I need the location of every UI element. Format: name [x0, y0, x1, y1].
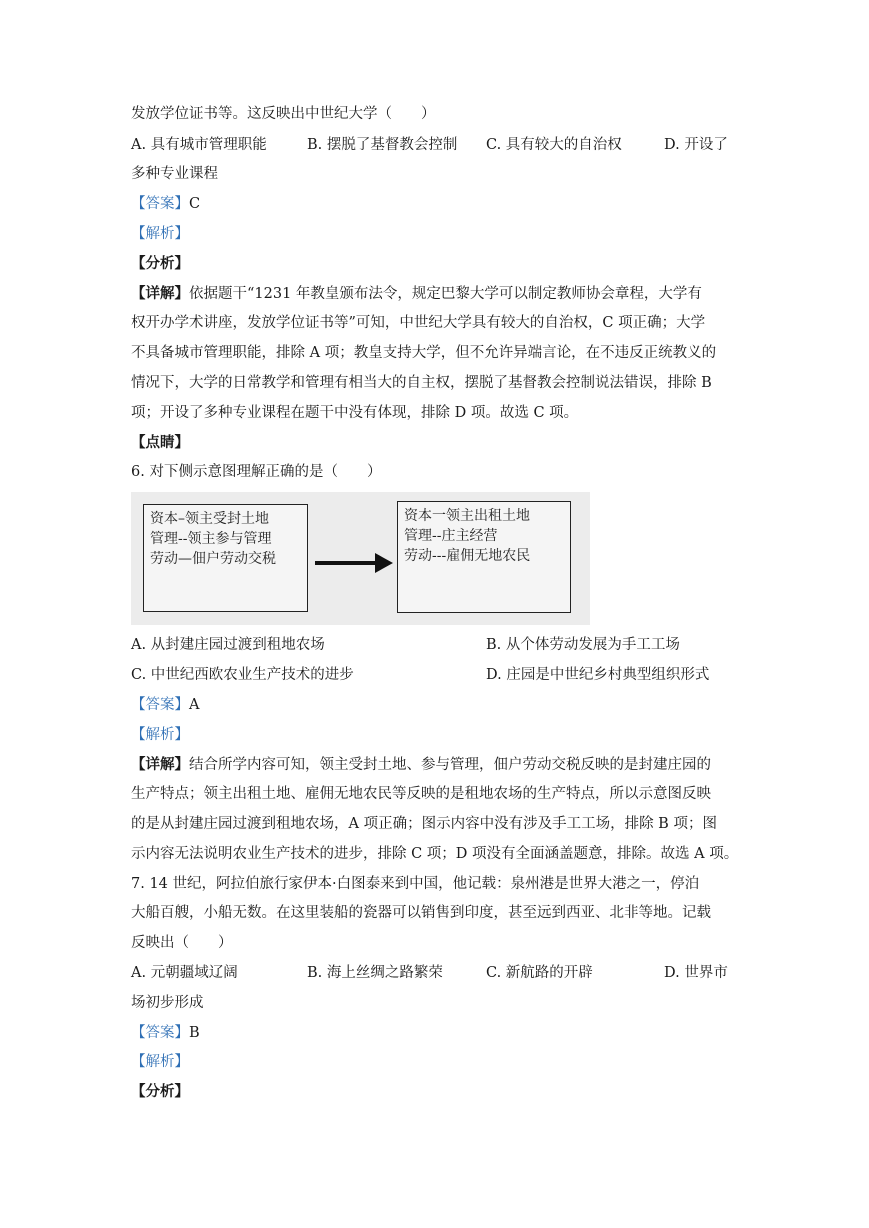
q7-option-c: C. 新航路的开辟: [486, 965, 593, 981]
q5-answer: [131, 194, 200, 214]
detail-label: 【详解】: [131, 285, 189, 302]
left-box-line: 劳动—佃户劳动交税: [150, 551, 276, 567]
q5-option-c: C. 具有较大的自治权: [486, 137, 622, 153]
right-box: [397, 501, 571, 613]
q5-stem-tail: 发放学位证书等。这反映出中世纪大学（ ）: [131, 106, 436, 122]
q5-analysis-label: 【解析】: [131, 226, 189, 242]
q5-option-d-cont: 多种专业课程: [131, 166, 218, 182]
q5-detail-line-5: 项；开设了多种专业课程在题干中没有体现，排除 D 项。故选 C 项。: [131, 405, 579, 421]
q6-option-c: C. 中世纪西欧农业生产技术的进步: [131, 667, 354, 683]
answer-label: 【答案】: [131, 697, 189, 713]
q7-option-a: A. 元朝疆域辽阔: [131, 965, 238, 981]
q6-option-d: D. 庄园是中世纪乡村典型组织形式: [486, 667, 710, 683]
q5-detail-line-2: 权开办学术讲座，发放学位证书等”可知，中世纪大学具有较大的自治权，C 项正确；大学: [131, 315, 706, 331]
q7-stem-line-1: 7. 14 世纪，阿拉伯旅行家伊本·白图泰来到中国，他记载：泉州港是世界大港之一，停泊: [131, 876, 700, 892]
q6-option-b: B. 从个体劳动发展为手工工场: [486, 637, 680, 653]
q7-stem-line-2: 大船百艘，小船无数。在这里装船的瓷器可以销售到印度，甚至远到西亚、北非等地。记载: [131, 905, 711, 921]
detail-text: 依据题干“1231 年教皇颁布法令，规定巴黎大学可以制定教师协会章程，大学有: [189, 286, 702, 302]
q7-stem-line-3: 反映出（ ）: [131, 935, 233, 951]
q7-option-d-cont: 场初步形成: [131, 995, 204, 1011]
answer-value: A: [189, 697, 200, 713]
left-box: [143, 504, 308, 612]
left-box-line: 管理--领主参与管理: [150, 531, 272, 547]
q6-stem: 6. 对下侧示意图理解正确的是（ ）: [131, 464, 382, 480]
q5-dianjing-label: 【点睛】: [131, 434, 189, 451]
arrow-right-icon: [313, 549, 395, 577]
q5-detail-line-1: [131, 284, 702, 304]
q5-fenxi-label: 【分析】: [131, 255, 189, 272]
q5-option-b: B. 摆脱了基督教会控制: [307, 137, 458, 153]
q6-detail-line-4: 示内容无法说明农业生产技术的进步，排除 C 项；D 项没有全面涵盖题意，排除。故选 A 项。: [131, 846, 739, 862]
q6-diagram: [131, 492, 590, 625]
right-box-line: 管理--庄主经营: [404, 528, 498, 544]
left-box-line: 资本–领主受封土地: [150, 511, 269, 527]
q7-analysis-label: 【解析】: [131, 1054, 189, 1070]
q6-answer: [131, 695, 199, 715]
detail-label: 【详解】: [131, 756, 189, 773]
detail-text: 结合所学内容可知，领主受封土地、参与管理，佃户劳动交税反映的是封建庄园的: [189, 757, 711, 773]
right-box-line: 资本一领主出租土地: [404, 508, 530, 524]
q6-detail-line-2: 生产特点；领主出租土地、雇佣无地农民等反映的是租地农场的生产特点，所以示意图反映: [131, 786, 711, 802]
q5-detail-line-4: 情况下，大学的日常教学和管理有相当大的自主权，摆脱了基督教会控制说法错误，排除 B: [131, 375, 712, 391]
q6-detail-line-1: [131, 755, 711, 775]
q7-answer: [131, 1023, 200, 1043]
answer-value: C: [189, 196, 201, 212]
q6-detail-line-3: 的是从封建庄园过渡到租地农场，A 项正确；图示内容中没有涉及手工工场，排除 B 项；图: [131, 816, 717, 832]
q7-option-d: D. 世界市: [664, 965, 728, 981]
q5-option-a: A. 具有城市管理职能: [131, 137, 267, 153]
q5-option-d: D. 开设了: [664, 137, 728, 153]
q7-option-b: B. 海上丝绸之路繁荣: [307, 965, 443, 981]
q5-detail-line-3: 不具备城市管理职能，排除 A 项；教皇支持大学，但不允许异端言论，在不违反正统教义的: [131, 345, 717, 361]
answer-value: B: [189, 1025, 200, 1041]
q6-option-a: A. 从封建庄园过渡到租地农场: [131, 637, 325, 653]
answer-label: 【答案】: [131, 1025, 189, 1041]
q6-analysis-label: 【解析】: [131, 727, 189, 743]
q7-fenxi-label: 【分析】: [131, 1083, 189, 1100]
right-box-line: 劳动---雇佣无地农民: [404, 548, 531, 564]
answer-label: 【答案】: [131, 196, 189, 212]
